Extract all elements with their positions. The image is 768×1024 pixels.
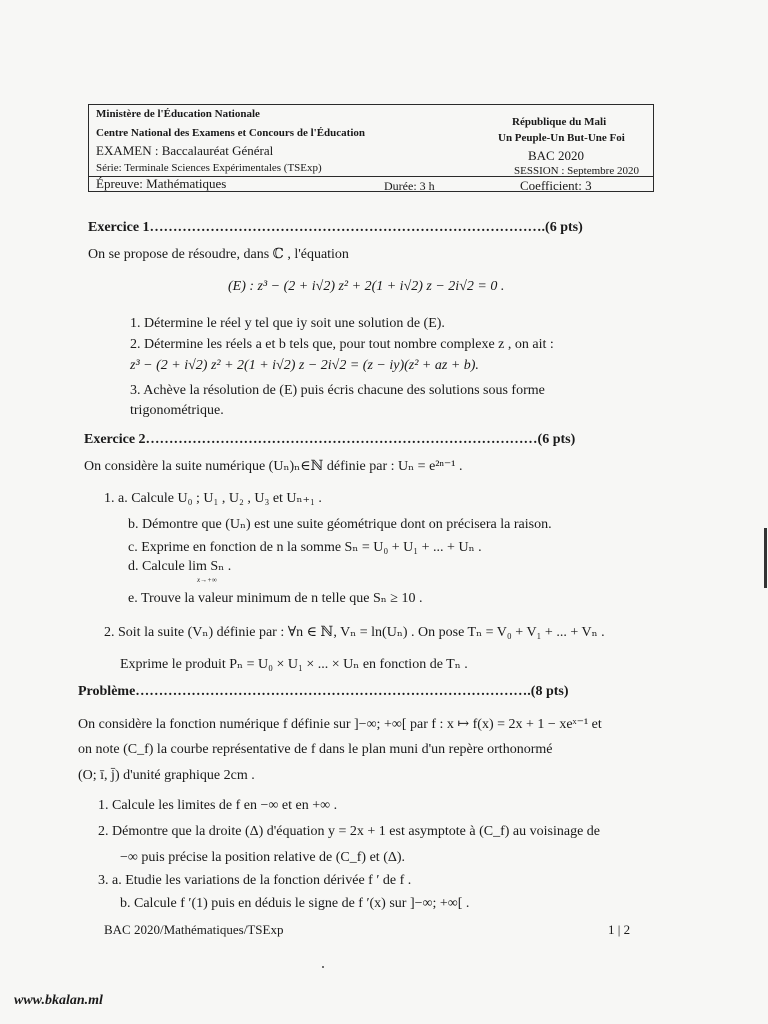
ministry-text: Ministère de l'Éducation Nationale [96,108,260,120]
probleme-title: Problème………………………………………………………………………….(8 pts) [78,684,569,699]
footer-label: BAC 2020/Mathématiques/TSExp [104,922,284,937]
epreuve-text: Épreuve: Mathématiques [96,176,227,191]
exercise1-q2: 2. Détermine les réels a et b tels que, pour tout nombre complexe z , on ait : [130,337,554,352]
probleme-q3b: b. Calcule f ′(1) puis en déduis le signe de f ′(x) sur ]−∞; +∞[ . [120,896,470,911]
motto-text: Un Peuple-Un But-Une Foi [498,132,625,144]
republic-text: République du Mali [512,116,607,128]
exercise2-title: Exercice 2…………………………………………………………………………(6 pts) [84,432,576,447]
coefficient-text: Coefficient: 3 [520,178,592,193]
scan-mark [764,528,767,588]
probleme-intro-3: (O; ī, j̄) d'unité graphique 2cm . [78,768,255,783]
exercise2-q1d-limit-sub: x→+∞ [197,576,217,584]
serie-text: Série: Terminale Sciences Expérimentales (TSExp) [96,162,322,174]
exercise1-q2-equation: z³ − (2 + i√2) z² + 2(1 + i√2) z − 2i√2 = (z − iy)(z² + az + b). [130,358,479,373]
probleme-q3a: 3. a. Etudie les variations de la fonction dérivée f ′ de f . [98,873,412,888]
exercise1-intro: On se propose de résoudre, dans ℂ , l'équation [88,247,349,262]
probleme-intro-1: On considère la fonction numérique f définie sur ]−∞; +∞[ par f : x ↦ f(x) = 2x + 1 − xeˣ⁻¹ et [78,717,602,732]
watermark-url: www.bkalan.ml [14,993,103,1008]
page-number: 1 | 2 [608,922,631,937]
exercise1-q3-line1: 3. Achève la résolution de (E) puis écris chacune des solutions sous forme [130,383,545,398]
exercise2-q2: 2. Soit la suite (Vₙ) définie par : ∀n ∈ ℕ, Vₙ = ln(Uₙ) . On pose Tₙ = V₀ + V₁ + ... + Vₙ . [104,625,605,640]
exercise1-q3-line2: trigonométrique. [130,403,224,418]
exercise1-q1: 1. Détermine le réel y tel que iy soit une solution de (E). [130,316,445,331]
exercise2-q1b: b. Démontre que (Uₙ) est une suite géométrique dont on précisera la raison. [128,517,552,532]
session-text: SESSION : Septembre 2020 [514,165,639,177]
probleme-intro-2: on note (C_f) la courbe représentative de f dans le plan muni d'un repère orthonormé [78,742,553,757]
exercise2-q2b: Exprime le produit Pₙ = U₀ × U₁ × ... × Uₙ en fonction de Tₙ . [120,657,468,672]
probleme-q1: 1. Calcule les limites de f en −∞ et en +∞ . [98,798,338,813]
probleme-q2b: −∞ puis précise la position relative de (C_f) et (Δ). [120,850,406,865]
exercise1-equation: (E) : z³ − (2 + i√2) z² + 2(1 + i√2) z − 2i√2 = 0 . [228,279,505,294]
exercise2-intro: On considère la suite numérique (Uₙ)ₙ∈ℕ définie par : Uₙ = e²ⁿ⁻¹ . [84,459,463,474]
exercise2-q1e: e. Trouve la valeur minimum de n telle que Sₙ ≥ 10 . [128,591,423,606]
exercise2-q1a: 1. a. Calcule U₀ ; U₁ , U₂ , U₃ et Uₙ₊₁ . [104,491,322,506]
scan-dot [322,966,324,968]
exercise1-title: Exercice 1………………………………………………………………………….(6 pts) [88,220,583,235]
probleme-q2: 2. Démontre que la droite (Δ) d'équation y = 2x + 1 est asymptote à (C_f) au voisinage de [98,824,601,839]
exercise2-q1d: d. Calcule lim Sₙ . [128,559,232,574]
exam-text: EXAMEN : Baccalauréat Général [96,143,274,158]
centre-text: Centre National des Examens et Concours de l'Éducation [96,127,365,139]
bac-text: BAC 2020 [528,148,584,163]
exercise2-q1c: c. Exprime en fonction de n la somme Sₙ = U₀ + U₁ + ... + Uₙ . [128,540,482,555]
duration-text: Durée: 3 h [384,179,435,193]
